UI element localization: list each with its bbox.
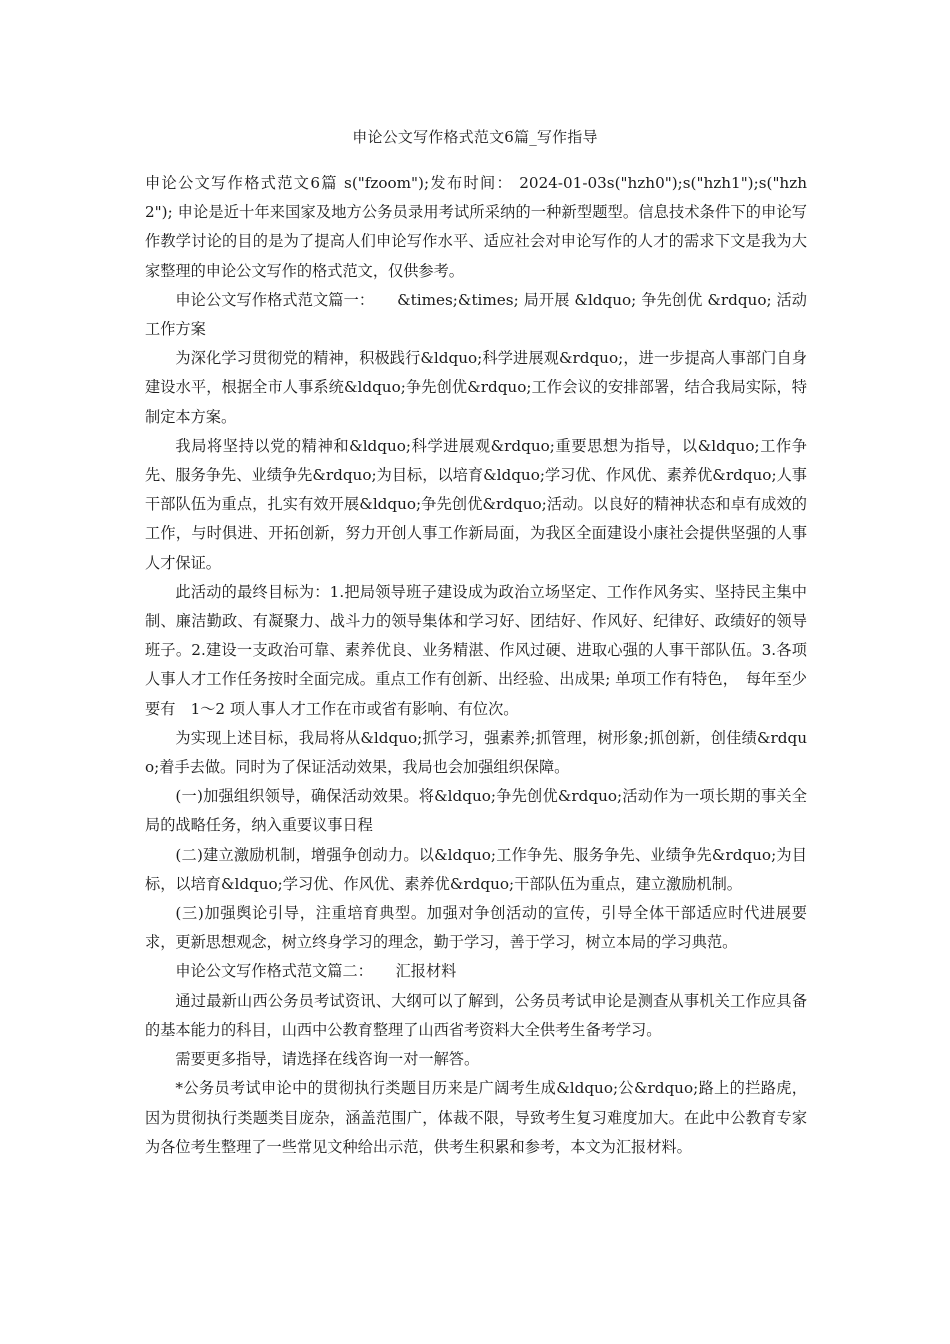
paragraph: 此活动的最终目标为：1.把局领导班子建设成为政治立场坚定、工作作风务实、坚持民主集中制、廉洁勤政、有凝聚力、战斗力的领导集体和学习好、团结好、作风好、纪律好、政绩好的领导班子。2.建设一支政治可靠、素养优良、业务精湛、作风过硬、进取心强的人事干部队伍。3.各项人事人才工作任务按时全面完成。重点工作有创新、出经验、出成果; 单项工作有特色， 每年至少要有 1～2 项人事人才工作在市或省有影响、有位次。 (145, 582, 807, 718)
paragraph: (二)建立激励机制，增强争创动力。以&ldquo;工作争先、服务争先、业绩争先&rdquo;为目标，以培育&ldquo;学习优、作风优、素养优&rdquo;干部队伍为重点，建立激励机制。 (145, 845, 807, 893)
paragraph: 需要更多指导，请选择在线咨询一对一解答。 (175, 1050, 480, 1069)
document-title: 申论公文写作格式范文6篇_写作指导 (352, 128, 598, 146)
document-body (145, 169, 807, 1162)
paragraph: 我局将坚持以党的精神和&ldquo;科学进展观&rdquo;重要思想为指导，以&ldquo;工作争先、服务争先、业绩争先&rdquo;为目标，以培育&ldquo;学习优、作风优、素养优&rdquo;人事干部队伍为重点，扎实有效开展&ldquo;争先创优&rdquo;活动。以良好的精神状态和卓有成效的工作，与时俱进、开拓创新，努力开创人事工作新局面，为我区全面建设小康社会提供坚强的人事人才保证。 (145, 436, 807, 572)
paragraph: (三)加强舆论引导，注重培育典型。加强对争创活动的宣传，引导全体干部适应时代进展要求，更新思想观念，树立终身学习的理念，勤于学习，善于学习，树立本局的学习典范。 (145, 904, 807, 952)
paragraph: 申论公文写作格式范文篇一： &times;&times; 局开展 &ldquo; 争先创优 &rdquo; 活动工作方案 (145, 290, 807, 339)
paragraph: 申论公文写作格式范文篇二： 汇报材料 (175, 962, 457, 981)
paragraph: *公务员考试申论中的贯彻执行类题目历来是广阔考生成&ldquo;公&rdquo;路上的拦路虎，因为贯彻执行类题类目庞杂，涵盖范围广，体裁不限，导致考生复习难度加大。在此中公教育专家为各位考生整理了一些常见文种给出示范，供考生积累和参考，本文为汇报材料。 (145, 1079, 807, 1156)
paragraph: (一)加强组织领导，确保活动效果。将&ldquo;争先创优&rdquo;活动作为一项长期的事关全局的战略任务，纳入重要议事日程 (145, 787, 807, 835)
paragraph: 为深化学习贯彻党的精神，积极践行&ldquo;科学进展观&rdquo;，进一步提高人事部门自身建设水平，根据全市人事系统&ldquo;争先创优&rdquo;工作会议的安排部署，结合我局实际，特制定本方案。 (145, 349, 807, 426)
paragraph: 申论公文写作格式范文6篇 s("fzoom");发布时间： 2024-01-03s("hzh0");s("hzh1");s("hzh2"); 申论是近十年来国家及地方公务员录用考试所采纳的一种新型题型。信息技术条件下的申论写作教学讨论的目的是为了提高人们申论写作水平、适应社会对申论写作的人才的需求下文是我为大家整理的申论公文写作的格式范文，仅供参考。 (145, 174, 807, 280)
paragraph: 通过最新山西公务员考试资讯、大纲可以了解到，公务员考试申论是测查从事机关工作应具备的基本能力的科目，山西中公教育整理了山西省考资料大全供考生备考学习。 (145, 991, 807, 1039)
paragraph: 为实现上述目标，我局将从&ldquo;抓学习，强素养;抓管理，树形象;抓创新，创佳绩&rdquo;着手去做。同时为了保证活动效果，我局也会加强组织保障。 (145, 728, 807, 777)
